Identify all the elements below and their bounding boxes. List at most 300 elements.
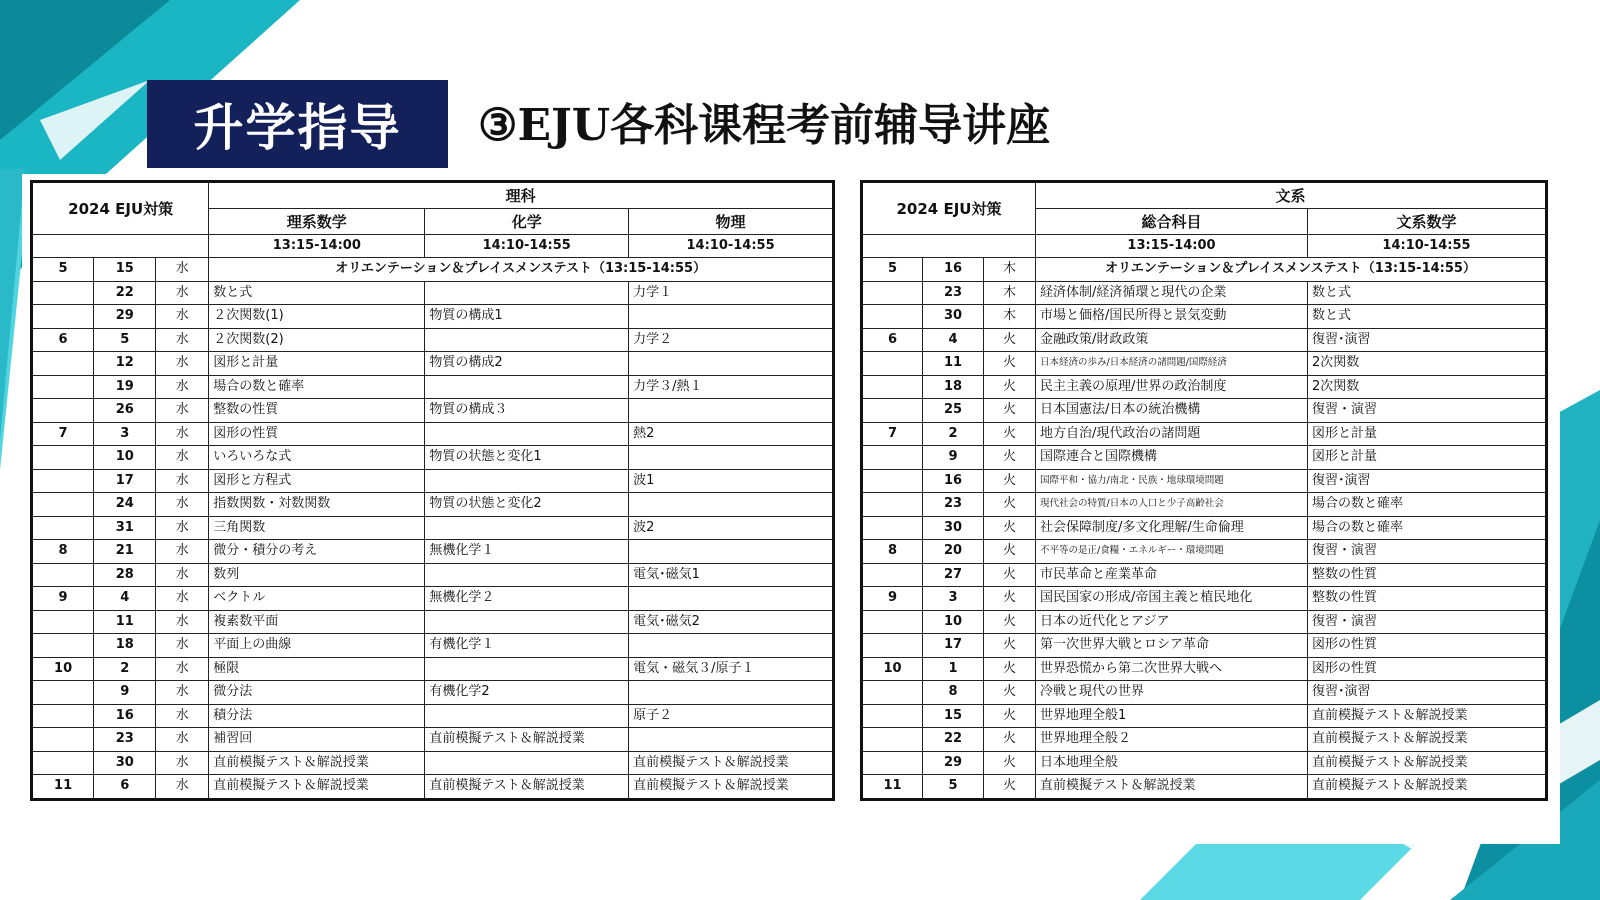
table-row xyxy=(862,493,1547,517)
month-cell xyxy=(862,305,923,329)
general-subjects-cell: 市場と価格/国民所得と景気変動 xyxy=(1036,305,1308,329)
weekday-cell: 水 xyxy=(156,681,209,705)
humanities-math-cell: 2次関数 xyxy=(1308,375,1547,399)
day-cell: 11 xyxy=(94,610,156,634)
weekday-cell: 火 xyxy=(984,704,1036,728)
weekday-cell: 水 xyxy=(156,399,209,423)
month-cell xyxy=(862,493,923,517)
day-cell: 20 xyxy=(923,540,984,564)
day-cell: 17 xyxy=(94,469,156,493)
humanities-math-cell: 復習・演習 xyxy=(1308,399,1547,423)
weekday-cell: 水 xyxy=(156,563,209,587)
table-row xyxy=(32,446,834,470)
day-cell: 30 xyxy=(923,516,984,540)
day-cell: 1 xyxy=(923,657,984,681)
humanities-math-cell: 復習･演習 xyxy=(1308,681,1547,705)
weekday-cell: 火 xyxy=(984,775,1036,800)
month-cell xyxy=(32,681,94,705)
table-row xyxy=(862,469,1547,493)
month-cell xyxy=(862,281,923,305)
day-cell: 6 xyxy=(94,775,156,800)
table-label: 2024 EJU対策 xyxy=(32,182,209,235)
math-cell: ２次関数(1) xyxy=(209,305,425,329)
month-cell: 6 xyxy=(862,328,923,352)
chemistry-cell xyxy=(425,375,629,399)
weekday-cell: 火 xyxy=(984,493,1036,517)
physics-cell xyxy=(629,305,834,329)
right-sheet xyxy=(852,174,1560,844)
table-row xyxy=(32,516,834,540)
month-cell: 8 xyxy=(862,540,923,564)
math-cell: 積分法 xyxy=(209,704,425,728)
humanities-math-cell: 復習・演習 xyxy=(1308,540,1547,564)
subject-header: 総合科目 xyxy=(1036,209,1308,235)
physics-cell xyxy=(629,493,834,517)
day-cell: 16 xyxy=(923,258,984,282)
table-row xyxy=(862,587,1547,611)
math-cell: 微分法 xyxy=(209,681,425,705)
month-cell xyxy=(32,375,94,399)
chemistry-cell xyxy=(425,281,629,305)
humanities-math-cell: 直前模擬テスト＆解説授業 xyxy=(1308,704,1547,728)
weekday-cell: 水 xyxy=(156,469,209,493)
day-cell: 18 xyxy=(923,375,984,399)
table-row xyxy=(862,681,1547,705)
weekday-cell: 木 xyxy=(984,281,1036,305)
table-row xyxy=(32,681,834,705)
table-row xyxy=(862,328,1547,352)
weekday-cell: 火 xyxy=(984,352,1036,376)
day-cell: 17 xyxy=(923,634,984,658)
day-cell: 12 xyxy=(94,352,156,376)
physics-cell: 力学１ xyxy=(629,281,834,305)
month-cell xyxy=(862,469,923,493)
table-row xyxy=(32,634,834,658)
day-cell: 3 xyxy=(94,422,156,446)
math-cell: 数列 xyxy=(209,563,425,587)
month-cell: 5 xyxy=(32,258,94,282)
science-schedule-table xyxy=(30,180,835,801)
month-cell: 10 xyxy=(862,657,923,681)
table-row xyxy=(32,375,834,399)
humanities-math-cell: 図形の性質 xyxy=(1308,634,1547,658)
general-subjects-cell: 国際連合と国際機構 xyxy=(1036,446,1308,470)
general-subjects-cell: 第一次世界大戦とロシア革命 xyxy=(1036,634,1308,658)
chemistry-cell: 直前模擬テスト＆解説授業 xyxy=(425,775,629,800)
table-row xyxy=(32,328,834,352)
humanities-math-cell: 図形と計量 xyxy=(1308,446,1547,470)
day-cell: 29 xyxy=(923,751,984,775)
weekday-cell: 火 xyxy=(984,446,1036,470)
weekday-cell: 水 xyxy=(156,587,209,611)
month-cell xyxy=(862,728,923,752)
day-cell: 23 xyxy=(923,281,984,305)
day-cell: 26 xyxy=(94,399,156,423)
month-cell xyxy=(862,375,923,399)
general-subjects-cell: 直前模擬テスト＆解説授業 xyxy=(1036,775,1308,800)
time-header: 14:10-14:55 xyxy=(425,235,629,258)
physics-cell xyxy=(629,399,834,423)
day-cell: 4 xyxy=(94,587,156,611)
left-sheet xyxy=(22,174,840,844)
month-cell xyxy=(32,281,94,305)
weekday-cell: 火 xyxy=(984,375,1036,399)
blank-cell xyxy=(862,235,1036,258)
weekday-cell: 火 xyxy=(984,634,1036,658)
weekday-cell: 水 xyxy=(156,281,209,305)
table-row xyxy=(862,728,1547,752)
weekday-cell: 水 xyxy=(156,610,209,634)
day-cell: 2 xyxy=(94,657,156,681)
day-cell: 21 xyxy=(94,540,156,564)
table-row xyxy=(32,352,834,376)
day-cell: 16 xyxy=(923,469,984,493)
physics-cell: 電気・磁気３/原子１ xyxy=(629,657,834,681)
orientation-cell: オリエンテーション＆プレイスメンステスト（13:15-14:55） xyxy=(209,258,834,282)
chemistry-cell xyxy=(425,469,629,493)
general-subjects-cell: 国際平和・協力/南北・民族・地球環境問題 xyxy=(1036,469,1308,493)
physics-cell: 波1 xyxy=(629,469,834,493)
humanities-math-cell: 図形と計量 xyxy=(1308,422,1547,446)
math-cell: 図形の性質 xyxy=(209,422,425,446)
general-subjects-cell: 経済体制/経済循環と現代の企業 xyxy=(1036,281,1308,305)
weekday-cell: 火 xyxy=(984,563,1036,587)
chemistry-cell: 有機化学１ xyxy=(425,634,629,658)
math-cell: いろいろな式 xyxy=(209,446,425,470)
table-row xyxy=(862,775,1547,800)
physics-cell xyxy=(629,634,834,658)
weekday-cell: 水 xyxy=(156,493,209,517)
day-cell: 3 xyxy=(923,587,984,611)
chemistry-cell: 物質の状態と変化1 xyxy=(425,446,629,470)
time-header: 14:10-14:55 xyxy=(629,235,834,258)
month-cell: 8 xyxy=(32,540,94,564)
month-cell: 5 xyxy=(862,258,923,282)
weekday-cell: 火 xyxy=(984,516,1036,540)
day-cell: 28 xyxy=(94,563,156,587)
chemistry-cell: 無機化学２ xyxy=(425,587,629,611)
physics-cell: 電気･磁気2 xyxy=(629,610,834,634)
month-cell xyxy=(32,446,94,470)
weekday-cell: 水 xyxy=(156,728,209,752)
chemistry-cell: 直前模擬テスト＆解説授業 xyxy=(425,728,629,752)
table-row xyxy=(32,281,834,305)
month-cell: 6 xyxy=(32,328,94,352)
day-cell: 11 xyxy=(923,352,984,376)
table-row xyxy=(862,704,1547,728)
general-subjects-cell: 日本の近代化とアジア xyxy=(1036,610,1308,634)
day-cell: 30 xyxy=(923,305,984,329)
physics-cell: 直前模擬テスト＆解説授業 xyxy=(629,751,834,775)
math-cell: ベクトル xyxy=(209,587,425,611)
weekday-cell: 水 xyxy=(156,634,209,658)
physics-cell: 原子２ xyxy=(629,704,834,728)
table-row xyxy=(32,399,834,423)
day-cell: 9 xyxy=(923,446,984,470)
month-cell: 9 xyxy=(862,587,923,611)
humanities-schedule-table xyxy=(860,180,1548,801)
subject-header: 文系数学 xyxy=(1308,209,1547,235)
time-header: 14:10-14:55 xyxy=(1308,235,1547,258)
general-subjects-cell: 日本地理全般 xyxy=(1036,751,1308,775)
math-cell: 三角関数 xyxy=(209,516,425,540)
month-cell: 7 xyxy=(32,422,94,446)
month-cell xyxy=(862,681,923,705)
table-row xyxy=(862,399,1547,423)
weekday-cell: 水 xyxy=(156,422,209,446)
math-cell: 複素数平面 xyxy=(209,610,425,634)
day-cell: 24 xyxy=(94,493,156,517)
humanities-math-cell: 直前模擬テスト＆解説授業 xyxy=(1308,775,1547,800)
weekday-cell: 火 xyxy=(984,540,1036,564)
general-subjects-cell: 世界恐慌から第二次世界大戦へ xyxy=(1036,657,1308,681)
month-cell xyxy=(32,728,94,752)
day-cell: 31 xyxy=(94,516,156,540)
table-row xyxy=(862,540,1547,564)
chemistry-cell xyxy=(425,563,629,587)
weekday-cell: 火 xyxy=(984,751,1036,775)
weekday-cell: 水 xyxy=(156,305,209,329)
month-cell xyxy=(32,516,94,540)
table-row xyxy=(32,728,834,752)
table-row xyxy=(32,469,834,493)
general-subjects-cell: 市民革命と産業革命 xyxy=(1036,563,1308,587)
table-row xyxy=(32,258,834,282)
physics-cell xyxy=(629,540,834,564)
day-cell: 19 xyxy=(94,375,156,399)
weekday-cell: 火 xyxy=(984,657,1036,681)
weekday-cell: 火 xyxy=(984,469,1036,493)
table-row xyxy=(32,563,834,587)
table-row xyxy=(862,610,1547,634)
general-subjects-cell: 日本経済の歩み/日本経済の諸問題/国際経済 xyxy=(1036,352,1308,376)
math-cell: 数と式 xyxy=(209,281,425,305)
month-cell xyxy=(32,469,94,493)
humanities-math-cell: 直前模擬テスト＆解説授業 xyxy=(1308,728,1547,752)
physics-cell: 力学３/熱１ xyxy=(629,375,834,399)
day-cell: 10 xyxy=(923,610,984,634)
time-header: 13:15-14:00 xyxy=(209,235,425,258)
table-row xyxy=(862,634,1547,658)
month-cell xyxy=(862,751,923,775)
day-cell: 25 xyxy=(923,399,984,423)
orientation-cell: オリエンテーション＆プレイスメンステスト（13:15-14:55） xyxy=(1036,258,1547,282)
math-cell: 場合の数と確率 xyxy=(209,375,425,399)
weekday-cell: 水 xyxy=(156,516,209,540)
physics-cell: 熱2 xyxy=(629,422,834,446)
group-header: 理科 xyxy=(209,182,834,209)
general-subjects-cell: 不平等の是正/食糧・エネルギー・環境問題 xyxy=(1036,540,1308,564)
time-header: 13:15-14:00 xyxy=(1036,235,1308,258)
math-cell: 図形と計量 xyxy=(209,352,425,376)
table-row xyxy=(32,422,834,446)
humanities-math-cell: 整数の性質 xyxy=(1308,563,1547,587)
day-cell: 15 xyxy=(923,704,984,728)
physics-cell xyxy=(629,681,834,705)
day-cell: 22 xyxy=(94,281,156,305)
weekday-cell: 水 xyxy=(156,446,209,470)
general-subjects-cell: 冷戦と現代の世界 xyxy=(1036,681,1308,705)
day-cell: 23 xyxy=(923,493,984,517)
weekday-cell: 水 xyxy=(156,704,209,728)
chemistry-cell xyxy=(425,422,629,446)
subject-header: 化学 xyxy=(425,209,629,235)
table-row xyxy=(862,446,1547,470)
day-cell: 18 xyxy=(94,634,156,658)
day-cell: 15 xyxy=(94,258,156,282)
table-row xyxy=(32,493,834,517)
general-subjects-cell: 社会保障制度/多文化理解/生命倫理 xyxy=(1036,516,1308,540)
physics-cell: 力学２ xyxy=(629,328,834,352)
humanities-math-cell: 復習・演習 xyxy=(1308,610,1547,634)
physics-cell: 電気･磁気1 xyxy=(629,563,834,587)
table-row xyxy=(862,422,1547,446)
section-badge: 升学指导 xyxy=(147,80,448,168)
physics-cell: 直前模擬テスト＆解説授業 xyxy=(629,775,834,800)
weekday-cell: 火 xyxy=(984,328,1036,352)
math-cell: 直前模擬テスト＆解説授業 xyxy=(209,775,425,800)
chemistry-cell xyxy=(425,610,629,634)
chemistry-cell xyxy=(425,751,629,775)
day-cell: 5 xyxy=(923,775,984,800)
table-row xyxy=(862,516,1547,540)
math-cell: 平面上の曲線 xyxy=(209,634,425,658)
table-row xyxy=(32,305,834,329)
humanities-math-cell: 2次関数 xyxy=(1308,352,1547,376)
table-row xyxy=(32,610,834,634)
day-cell: 9 xyxy=(94,681,156,705)
chemistry-cell: 物質の状態と変化2 xyxy=(425,493,629,517)
month-cell xyxy=(862,446,923,470)
humanities-math-cell: 直前模擬テスト＆解説授業 xyxy=(1308,751,1547,775)
math-cell: 直前模擬テスト＆解説授業 xyxy=(209,751,425,775)
humanities-math-cell: 復習･演習 xyxy=(1308,328,1547,352)
month-cell xyxy=(32,305,94,329)
month-cell xyxy=(862,610,923,634)
table-row xyxy=(32,587,834,611)
day-cell: 8 xyxy=(923,681,984,705)
month-cell: 7 xyxy=(862,422,923,446)
chemistry-cell: 有機化学2 xyxy=(425,681,629,705)
table-row xyxy=(32,704,834,728)
general-subjects-cell: 世界地理全般２ xyxy=(1036,728,1308,752)
weekday-cell: 火 xyxy=(984,422,1036,446)
humanities-math-cell: 図形の性質 xyxy=(1308,657,1547,681)
general-subjects-cell: 地方自治/現代政治の諸問題 xyxy=(1036,422,1308,446)
chemistry-cell: 物質の構成1 xyxy=(425,305,629,329)
day-cell: 30 xyxy=(94,751,156,775)
weekday-cell: 水 xyxy=(156,375,209,399)
general-subjects-cell: 現代社会の特質/日本の人口と少子高齢社会 xyxy=(1036,493,1308,517)
month-cell xyxy=(32,634,94,658)
day-cell: 27 xyxy=(923,563,984,587)
weekday-cell: 火 xyxy=(984,610,1036,634)
general-subjects-cell: 日本国憲法/日本の統治機構 xyxy=(1036,399,1308,423)
month-cell: 11 xyxy=(862,775,923,800)
month-cell xyxy=(32,610,94,634)
table-row xyxy=(862,657,1547,681)
physics-cell xyxy=(629,446,834,470)
month-cell xyxy=(862,704,923,728)
month-cell xyxy=(862,516,923,540)
table-row xyxy=(862,305,1547,329)
month-cell: 9 xyxy=(32,587,94,611)
month-cell xyxy=(32,751,94,775)
weekday-cell: 水 xyxy=(156,328,209,352)
month-cell xyxy=(862,399,923,423)
month-cell xyxy=(32,704,94,728)
physics-cell xyxy=(629,728,834,752)
table-row xyxy=(32,657,834,681)
day-cell: 16 xyxy=(94,704,156,728)
math-cell: 図形と方程式 xyxy=(209,469,425,493)
math-cell: 極限 xyxy=(209,657,425,681)
weekday-cell: 水 xyxy=(156,751,209,775)
weekday-cell: 火 xyxy=(984,728,1036,752)
month-cell xyxy=(32,493,94,517)
humanities-math-cell: 数と式 xyxy=(1308,305,1547,329)
math-cell: 微分・積分の考え xyxy=(209,540,425,564)
month-cell xyxy=(862,352,923,376)
general-subjects-cell: 金融政策/財政政策 xyxy=(1036,328,1308,352)
table-row xyxy=(862,563,1547,587)
weekday-cell: 水 xyxy=(156,657,209,681)
day-cell: 4 xyxy=(923,328,984,352)
weekday-cell: 火 xyxy=(984,587,1036,611)
table-row xyxy=(32,775,834,800)
day-cell: 23 xyxy=(94,728,156,752)
weekday-cell: 火 xyxy=(984,681,1036,705)
blank-cell xyxy=(32,235,209,258)
chemistry-cell: 物質の構成2 xyxy=(425,352,629,376)
humanities-math-cell: 数と式 xyxy=(1308,281,1547,305)
physics-cell: 波2 xyxy=(629,516,834,540)
math-cell: 指数関数・対数関数 xyxy=(209,493,425,517)
table-row xyxy=(862,751,1547,775)
month-cell xyxy=(32,563,94,587)
weekday-cell: 水 xyxy=(156,540,209,564)
math-cell: 補習回 xyxy=(209,728,425,752)
table-row xyxy=(32,540,834,564)
day-cell: 2 xyxy=(923,422,984,446)
physics-cell xyxy=(629,352,834,376)
table-row xyxy=(862,352,1547,376)
day-cell: 22 xyxy=(923,728,984,752)
chemistry-cell xyxy=(425,657,629,681)
chemistry-cell: 無機化学１ xyxy=(425,540,629,564)
table-row xyxy=(862,375,1547,399)
weekday-cell: 火 xyxy=(984,399,1036,423)
weekday-cell: 水 xyxy=(156,775,209,800)
physics-cell xyxy=(629,587,834,611)
month-cell xyxy=(862,563,923,587)
math-cell: ２次関数(2) xyxy=(209,328,425,352)
humanities-math-cell: 場合の数と確率 xyxy=(1308,516,1547,540)
math-cell: 整数の性質 xyxy=(209,399,425,423)
general-subjects-cell: 民主主義の原理/世界の政治制度 xyxy=(1036,375,1308,399)
weekday-cell: 木 xyxy=(984,305,1036,329)
humanities-math-cell: 復習･演習 xyxy=(1308,469,1547,493)
table-label: 2024 EJU対策 xyxy=(862,182,1036,235)
chemistry-cell xyxy=(425,516,629,540)
month-cell: 11 xyxy=(32,775,94,800)
weekday-cell: 木 xyxy=(984,258,1036,282)
month-cell xyxy=(32,399,94,423)
day-cell: 5 xyxy=(94,328,156,352)
day-cell: 29 xyxy=(94,305,156,329)
humanities-math-cell: 場合の数と確率 xyxy=(1308,493,1547,517)
weekday-cell: 水 xyxy=(156,258,209,282)
